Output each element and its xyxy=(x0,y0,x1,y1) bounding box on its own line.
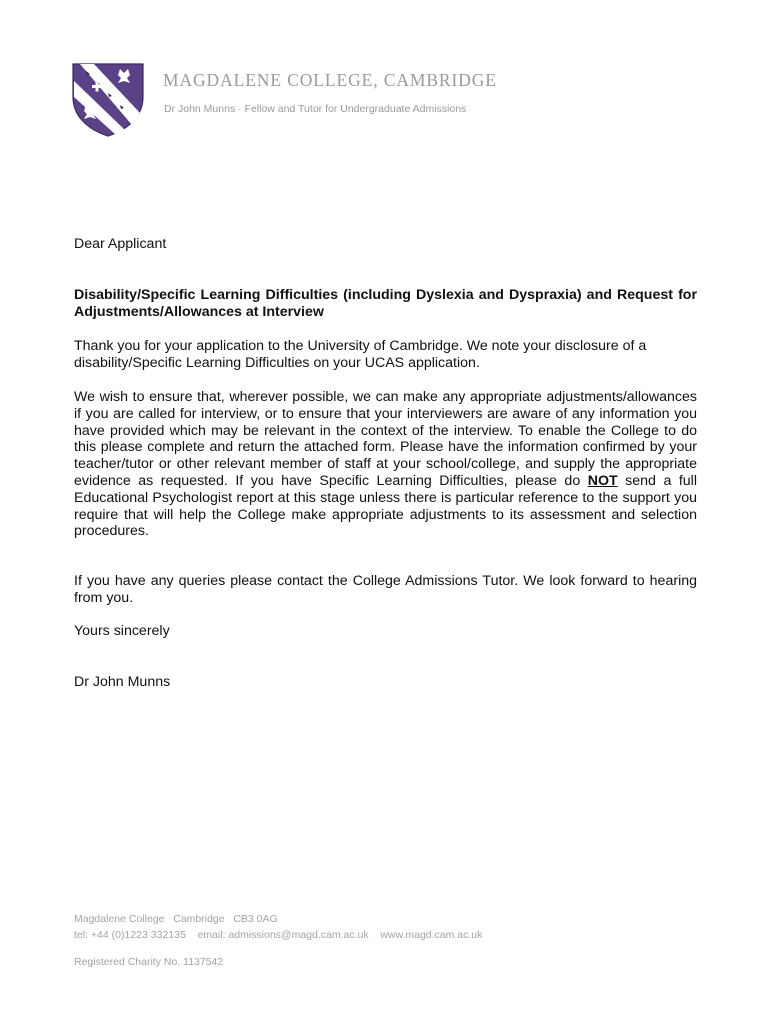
footer-contact: tel: +44 (0)1223 332135 email: admissions@magd.cam.ac.uk www.magd.cam.ac.uk xyxy=(74,929,483,941)
letter-subject: Disability/Specific Learning Difficulties (including Dyslexia and Dyspraxia) and Request for Adjustments/Allowances at Interview xyxy=(74,287,697,320)
footer-charity: Registered Charity No. 1137542 xyxy=(74,956,224,968)
closing: Yours sincerely xyxy=(74,623,170,639)
paragraph-2 xyxy=(74,389,697,540)
paragraph-2-emphasis: NOT xyxy=(587,472,618,489)
letterhead-subtitle: Dr John Munns · Fellow and Tutor for Undergraduate Admissions xyxy=(164,103,467,115)
paragraph-2-text-a: We wish to ensure that, wherever possible, we can make any appropriate adjustments/allowances if you are called for interview, or to ensure that your interviewers are aware of any information you have provided which may be relevant in the context of the interview. To enable the College to do this please complete and return the attached form. Please have the information confirmed by your teacher/tutor or other relevant member of staff at your school/college, and supply the appropriate evidence as requested. If you have Specific Learning Difficulties, please do xyxy=(74,389,697,489)
salutation: Dear Applicant xyxy=(74,236,167,252)
paragraph-3: If you have any queries please contact the College Admissions Tutor. We look forward to hearing from you. xyxy=(74,573,697,606)
college-name: MAGDALENE COLLEGE, CAMBRIDGE xyxy=(163,70,497,90)
footer-address: Magdalene College Cambridge CB3 0AG xyxy=(74,913,278,925)
signature-name: Dr John Munns xyxy=(74,674,171,690)
paragraph-2-text-b: send a full Educational Psychologist report at this stage unless there is particular reference to the support you require that will help the College make appropriate adjustments to its assessment and selection procedures. xyxy=(74,472,697,540)
paragraph-1: Thank you for your application to the University of Cambridge. We note your disclosure of a disability/Specific Learning Difficulties on your UCAS application. xyxy=(74,338,647,371)
college-crest-icon xyxy=(72,61,144,137)
